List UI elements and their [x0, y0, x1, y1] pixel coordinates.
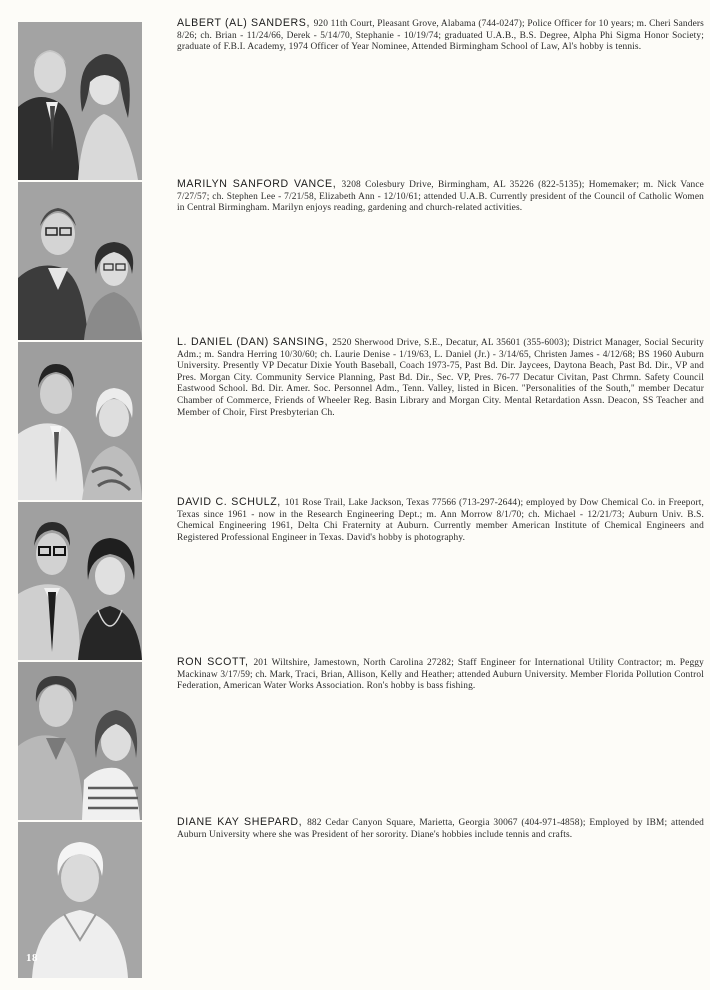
- entry-name: ALBERT (AL) SANDERS,: [177, 17, 314, 29]
- portrait-photo: [18, 662, 142, 822]
- entry-name: RON SCOTT,: [177, 656, 254, 668]
- entry-name: MARILYN SANFORD VANCE,: [177, 178, 342, 190]
- biography-entry: [177, 657, 704, 693]
- entry-name: L. DANIEL (DAN) SANSING,: [177, 336, 333, 348]
- biography-entry: [177, 337, 704, 419]
- entry-details: 920 11th Court, Pleasant Grove, Alabama (744-0247); Police Officer for 10 years; m. Cheri Sanders 8/26; ch. Brian - 11/24/66, Derek - 5/14/70, Stephanie - 10/19/74; graduated U.A.B., B.S. Degree, Alpha Phi Sigma Honor Society; graduate of F.B.I. Academy, 1974 Officer of Year Nominee, Attended Birmingham School of Law, Al's hobby is tennis.: [177, 19, 704, 53]
- photo-strip: [18, 22, 142, 980]
- entry-details: 2520 Sherwood Drive, S.E., Decatur, AL 35601 (355-6003); District Manager, Social Security Adm.; m. Sandra Herring 10/30/60; ch. Laurie Denise - 1/19/63, L. Daniel (Jr.) - 3/14/65, Christen James - 4/12/68; BS 1960 Auburn University. Presently VP Decatur Dixie Youth Baseball, Coach 1973-75, Past Bd. Dir. Jaycees, Daytona Beach, Past Bd. Dir., VP and Pres. Morgan City. Community Service Planning, Past Bd. Dir., Sec. VP, Pres. 76-77 Decatur Civitan, Past Chrmn. Safety Council Eastwood School. Bd. Dir. Amer. Soc. Personnel Adm., Tenn. Valley, listed in Bicen. "Personalities of the South," member Decatur Chamber of Commerce, Friends of Wheeler Reg. Basin Library and Morgan City. Mental Retardation Assn. Deacon, SS Teacher and Member of Choir, First Presbyterian Ch.: [177, 338, 704, 418]
- biography-entry: [177, 497, 704, 544]
- entry-name: DIANE KAY SHEPARD,: [177, 816, 308, 828]
- portrait-photo: [18, 182, 142, 342]
- portrait-photo: [18, 342, 142, 502]
- biography-entry: [177, 817, 704, 841]
- page-number: 18: [26, 952, 38, 964]
- entry-details: 201 Wiltshire, Jamestown, North Carolina 27282; Staff Engineer for International Utility Contractor; m. Peggy Mackinaw 3/17/59; ch. Mark, Traci, Brian, Allison, Kelly and Heather; attended Auburn University. Member Florida Pollution Control Federation, American Water Works Association. Ron's hobby is bass fishing.: [177, 658, 704, 692]
- portrait-photo: [18, 22, 142, 182]
- entry-details: 3208 Colesbury Drive, Birmingham, AL 35226 (822-5135); Homemaker; m. Nick Vance 7/27/57; ch. Stephen Lee - 7/21/58, Elizabeth Ann - 12/10/61; attended U.A.B. Currently president of the Council of Catholic Women in Central Birmingham. Marilyn enjoys reading, gardening and church-related activities.: [177, 180, 704, 214]
- biography-entry: [177, 18, 704, 54]
- entry-details: 882 Cedar Canyon Square, Marietta, Georgia 30067 (404-971-4858); Employed by IBM; attended Auburn University where she was President of her sorority. Diane's hobbies include tennis and crafts.: [177, 818, 704, 840]
- entry-details: 101 Rose Trail, Lake Jackson, Texas 77566 (713-297-2644); employed by Dow Chemical Co. in Freeport, Texas since 1961 - now in the Research Engineering Dept.; m. Ann Morrow 8/1/70; ch. Michael - 12/21/73; Auburn Univ. B.S. Chemical Engineering 1961, Delta Chi Fraternity at Auburn. Currently member American Institute of Chemical Engineers and Registered Professional Engineer in Texas. David's hobby is photography.: [177, 498, 704, 543]
- entry-name: DAVID C. SCHULZ,: [177, 496, 285, 508]
- portrait-photo: [18, 502, 142, 662]
- biography-entry: [177, 179, 704, 215]
